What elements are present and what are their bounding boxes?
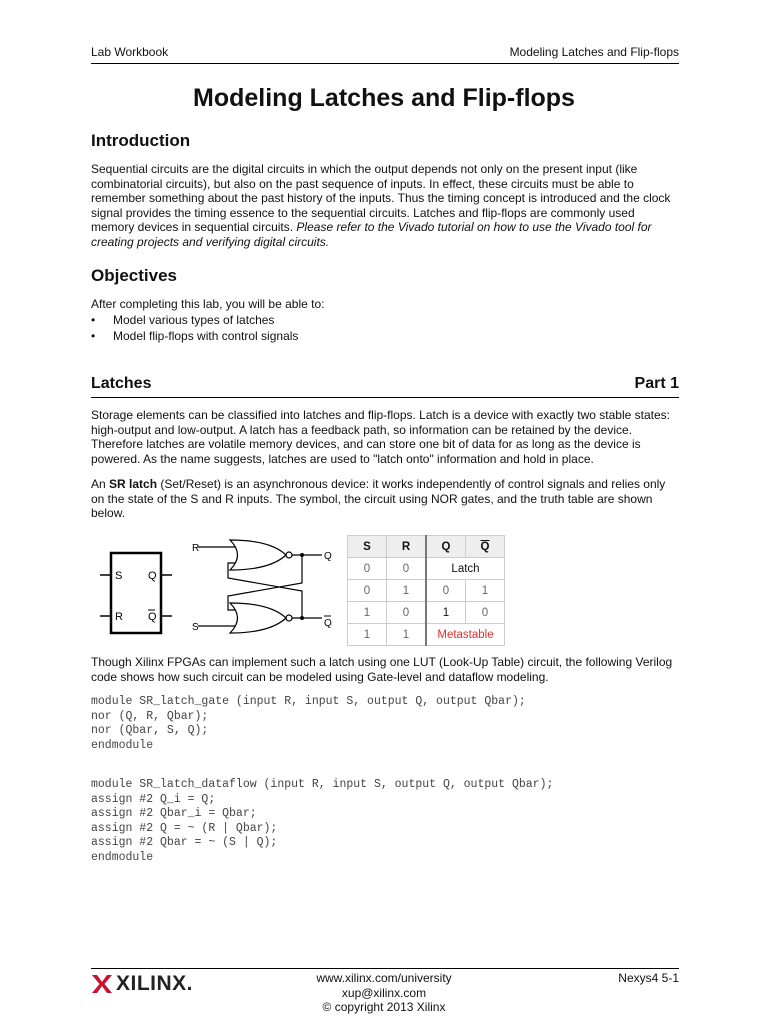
col-header-r: R	[387, 536, 427, 558]
nor-circuit-diagram	[190, 533, 340, 643]
cell: 0	[426, 580, 466, 602]
col-header-s: S	[348, 536, 387, 558]
circuit-qbar-label: Q	[324, 618, 332, 629]
header-right: Modeling Latches and Flip-flops	[509, 45, 679, 59]
cell: 0	[348, 558, 387, 580]
footer-rule	[91, 968, 679, 969]
nor-bubble-top	[286, 552, 292, 558]
xilinx-wordmark: XILINX.	[116, 972, 194, 995]
symbol-q-label: Q	[148, 570, 157, 582]
table-row	[348, 558, 505, 580]
nor-bubble-bottom	[286, 615, 292, 621]
cell: 1	[426, 602, 466, 624]
sr-latch-symbol	[96, 548, 176, 638]
objective-item: • Model various types of latches	[91, 313, 298, 329]
nor-gate-bottom	[230, 603, 286, 633]
cell: 0	[348, 580, 387, 602]
section-title: Latches	[91, 375, 152, 392]
col-header-q: Q	[426, 536, 466, 558]
footer-page-number: Nexys4 5-1	[618, 971, 679, 985]
table-header-row	[348, 536, 505, 558]
table-row	[348, 580, 505, 602]
table-row	[348, 624, 505, 646]
objectives-list	[91, 313, 298, 344]
symbol-qbar-label: Q	[148, 611, 157, 623]
latches-paragraph-1: Storage elements can be classified into latches and flip-flops. Latch is a device with exactly two stable states: high-output and low-output. A latch has a feedback path, so information can be retained by the device. Therefore latches are volatile memory devices, and can store one bit of data for as long as the device is powered. As the name suggests, latches are used to "latch onto" information and hold in place.	[91, 408, 670, 466]
objectives-heading: Objectives	[91, 266, 177, 285]
truth-table	[347, 535, 505, 646]
cell: 1	[348, 624, 387, 646]
objective-item: • Model flip-flops with control signals	[91, 329, 298, 345]
page-header	[91, 45, 679, 64]
table-row	[348, 602, 505, 624]
cell: Metastable	[426, 624, 505, 646]
sr-latch-term: SR latch	[109, 477, 158, 491]
introduction-italic: Please refer to the Vivado tutorial on how to use the Vivado tool for creating projects and verifying digital circuits.	[91, 220, 652, 249]
cell: 1	[466, 580, 505, 602]
objectives-lead: After completing this lab, you will be able to:	[91, 297, 325, 311]
code-block-gate: module SR_latch_gate (input R, input S, output Q, output Qbar); nor (Q, R, Qbar); nor (Qbar, S, Q); endmodule	[91, 695, 526, 752]
latches-p2-post: (Set/Reset) is an asynchronous device: it works independently of control signals and relies only on the state of the S and R inputs. The symbol, the circuit using NOR gates, and the truth table are shown below.	[91, 477, 666, 521]
footer-url[interactable]: www.xilinx.com/university	[316, 971, 452, 985]
latches-paragraph-2	[91, 477, 681, 521]
code-block-dataflow: module SR_latch_dataflow (input R, input S, output Q, output Qbar); assign #2 Q_i = Q; assign #2 Qbar_i = Qbar; assign #2 Q = ~ (R | Qbar); assign #2 Qbar = ~ (S | Q); endmodule	[91, 778, 554, 864]
symbol-s-label: S	[115, 570, 123, 582]
cell: 1	[387, 580, 427, 602]
footer-email[interactable]: xup@xilinx.com	[341, 985, 427, 1000]
cell: 0	[466, 602, 505, 624]
nor-gate-top	[230, 540, 286, 570]
cell: 0	[387, 558, 427, 580]
circuit-r-label: R	[192, 543, 200, 554]
circuit-q-label: Q	[324, 551, 332, 562]
circuit-s-label: S	[192, 622, 199, 633]
footer-copyright: © copyright 2013 Xilinx	[322, 1000, 446, 1014]
cell: 1	[348, 602, 387, 624]
section-part: Part 1	[634, 375, 679, 392]
col-header-qbar: $\overline{Q}$	[466, 536, 505, 558]
cell: Latch	[426, 558, 505, 580]
header-left: Lab Workbook	[91, 45, 169, 59]
introduction-text: Sequential circuits are the digital circuits in which the output depends not only on the present input (like combinatorial circuits), but also on the past sequence of inputs. In effect, these circuits must be able to remember something about the past history of the inputs. Thus the timing concept is introduced and the clock signal provides the timing essence to the sequential circuits. Latches and flip-flops are commonly used memory devices in sequential circuits.	[91, 162, 671, 235]
latches-p2-pre: An	[91, 477, 110, 491]
introduction-heading: Introduction	[91, 131, 191, 150]
page-title: Modeling Latches and Flip-flops	[193, 84, 575, 112]
symbol-r-label: R	[115, 611, 123, 623]
section-header	[91, 375, 679, 398]
introduction-paragraph	[91, 162, 681, 250]
verilog-intro: Though Xilinx FPGAs can implement such a latch using one LUT (Look-Up Table) circuit, the following Verilog code shows how such circuit can be modeled using Gate-level and dataflow modeling.	[91, 655, 673, 684]
cell: 0	[387, 602, 427, 624]
cell: 1	[387, 624, 427, 646]
